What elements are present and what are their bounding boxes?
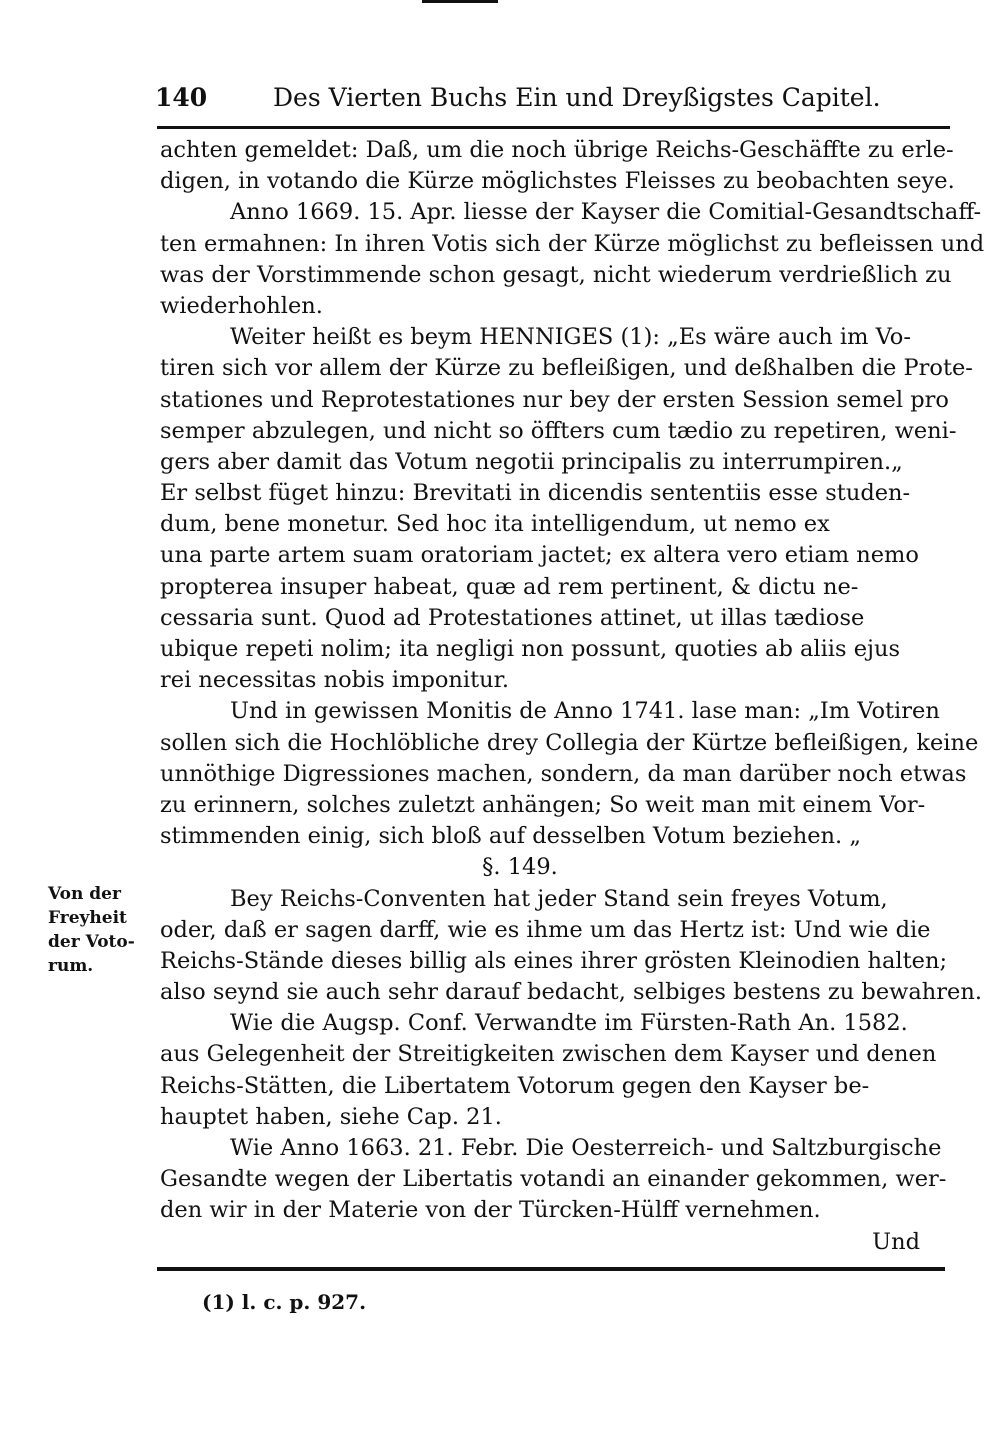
text-line: Und in gewissen Monitis de Anno 1741. lase man: „Im Votiren [230,698,940,725]
text-line: oder, daß er sagen darff, wie es ihme um das Hertz ist: Und wie die [160,916,931,943]
text-line: Er selbst füget hinzu: Brevitati in dicendis sententiis esse studen- [160,480,911,507]
text-line: cessaria sunt. Quod ad Protestationes attinet, ut illas tædiose [160,604,865,631]
text-line: propterea insuper habeat, quæ ad rem pertinent, & dictu ne- [160,573,859,600]
text-line: stationes und Reprotestationes nur bey der ersten Session semel pro [160,386,949,413]
text-line: was der Vorstimmende schon gesagt, nicht wiederum verdrießlich zu [160,261,952,288]
text-line: ten ermahnen: In ihren Votis sich der Kürze möglichst zu befleissen und [160,230,985,257]
text-line: also seynd sie auch sehr darauf bedacht, selbiges bestens zu bewahren. [160,979,983,1006]
text-line: zu erinnern, solches zuletzt anhängen; So weit man mit einem Vor- [160,791,926,818]
text-line: hauptet haben, siehe Cap. 21. [160,1103,502,1130]
text-line: den wir in der Materie von der Türcken-Hülff vernehmen. [160,1197,821,1224]
top-edge-mark [422,0,498,3]
text-line: Wie die Augsp. Conf. Verwandte im Fürsten-Rath An. 1582. [230,1010,908,1037]
text-line: ubique repeti nolim; ita negligi non possunt, quoties ab aliis ejus [160,636,901,662]
footnote: (1) l. c. p. 927. [202,1290,367,1314]
text-line: dum, bene monetur. Sed hoc ita intelligendum, ut nemo ex [160,511,830,538]
text-line: digen, in votando die Kürze möglichstes Fleisses zu beobachten seye. [160,168,955,195]
margin-note-line: rum. [48,956,94,976]
running-title: Des Vierten Buchs Ein und Dreyßigstes Capitel. [273,83,881,112]
main-text [160,135,985,1258]
margin-note-line: Von der [48,884,121,904]
margin-note [48,882,158,978]
text-line: Bey Reichs-Conventen hat jeder Stand sein freyes Votum, [230,885,888,912]
text-line: semper abzulegen, und nicht so öffters cum tædio zu repetiren, weni- [160,417,957,444]
text-line: rei necessitas nobis imponitur. [160,667,510,694]
text-line: tiren sich vor allem der Kürze zu befleißigen, und deßhalben die Prote- [160,355,973,382]
catchword: Und [872,1228,920,1255]
margin-note-line: der Voto- [48,932,135,952]
text-line: unnöthige Digressiones machen, sondern, da man darüber noch etwas [160,760,967,787]
text-line: sollen sich die Hochlöbliche drey Collegia der Kürtze befleißigen, keine [160,729,979,756]
text-line: Wie Anno 1663. 21. Febr. Die Oesterreich- und Saltzburgische [230,1135,942,1161]
footnote-rule [157,1267,945,1271]
text-line: Reichs-Stätten, die Libertatem Votorum gegen den Kayser be- [160,1072,870,1099]
margin-note-line: Freyheit [48,908,127,928]
text-line: achten gemeldet: Daß, um die noch übrige Reichs-Geschäffte zu erle- [160,137,954,163]
text-line: stimmenden einig, sich bloß auf desselben Votum beziehen. „ [160,823,862,850]
header-rule [157,126,950,129]
text-line: aus Gelegenheit der Streitigkeiten zwischen dem Kayser und denen [160,1041,937,1068]
text-line: Weiter heißt es beym HENNIGES (1): „Es wäre auch im Vo- [230,324,911,351]
text-line: Gesandte wegen der Libertatis votandi an einander gekommen, wer- [160,1166,947,1193]
text-line: gers aber damit das Votum negotii principalis zu interrumpiren.„ [160,448,903,475]
text-line: una parte artem suam oratoriam jactet; ex altera vero etiam nemo [160,542,919,569]
page-number: 140 [155,83,208,112]
text-line: Anno 1669. 15. Apr. liesse der Kayser die Comitial-Gesandtschaff- [230,199,982,226]
text-line: Reichs-Stände dieses billig als eines ihrer grösten Kleinodien halten; [160,947,948,974]
text-line: wiederhohlen. [160,292,323,319]
section-heading: §. 149. [482,854,558,881]
